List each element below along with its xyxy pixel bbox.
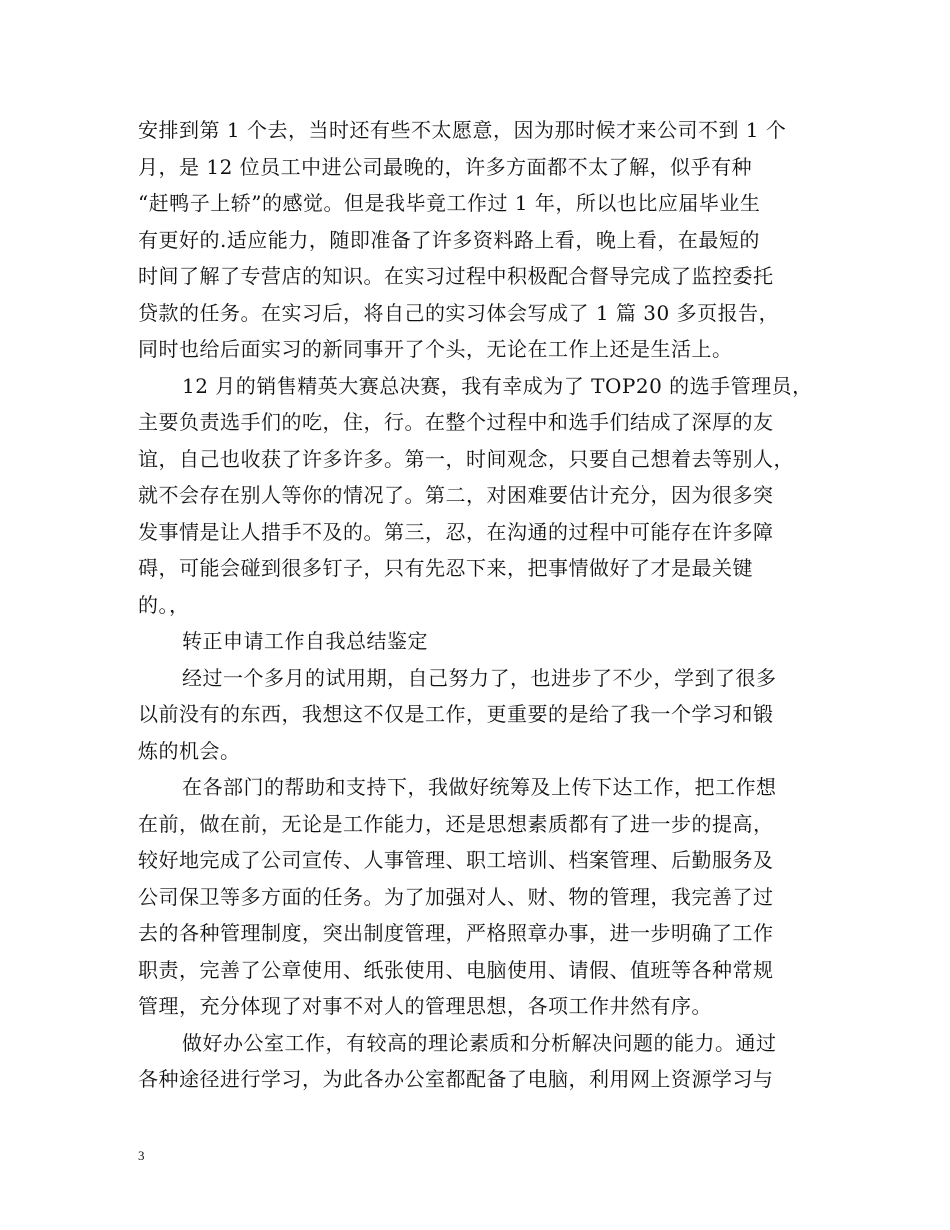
page-number: 3 (138, 1148, 145, 1163)
text-line: 碍，可能会碰到很多钉子，只有先忍下来，把事情做好了才是最关键 (138, 556, 753, 580)
text-line: 管理，充分体现了对事不对人的管理思想，各项工作井然有序。 (138, 994, 712, 1018)
text-line: 就不会存在别人等你的情况了。第二，对困难要估计充分，因为很多突 (138, 483, 774, 507)
text-line: 谊，自己也收获了许多许多。第一，时间观念，只要自己想着去等别人， (138, 446, 794, 471)
paragraph-start-line: 转正申请工作自我总结鉴定 (182, 629, 428, 653)
text-line: 炼的机会。 (138, 738, 241, 763)
text-line: 去的各种管理制度，突出制度管理，严格照章办事，进一步明确了工作 (138, 921, 774, 945)
text-line: 主要负责选手们的吃，住，行。在整个过程中和选手们结成了深厚的友 (138, 410, 774, 434)
text-line: 职责，完善了公章使用、纸张使用、电脑使用、请假、值班等各种常规 (138, 957, 774, 982)
text-line: 公司保卫等多方面的任务。为了加强对人、财、物的管理，我完善了过 (138, 884, 774, 909)
text-line: 贷款的任务。在实习后，将自己的实习体会写成了 1 篇 30 多页报告， (138, 300, 780, 325)
text-line: “赶鸭子上轿”的感觉。但是我毕竟工作过 1 年，所以也比应届毕业生 (138, 191, 761, 215)
text-line: 发事情是让人措手不及的。第三，忍，在沟通的过程中可能存在许多障 (138, 519, 774, 544)
text-line: 月，是 12 位员工中进公司最晚的，许多方面都不太了解，似乎有种 (138, 154, 753, 179)
text-line: 以前没有的东西，我想这不仅是工作，更重要的是给了我一个学习和锻 (138, 702, 774, 726)
paragraph-start-line: 12 月的销售精英大赛总决赛，我有幸成为了 TOP20 的选手管理员， (182, 373, 813, 398)
paragraph-start-line: 做好办公室工作，有较高的理论素质和分析解决问题的能力。通过 (182, 1030, 777, 1055)
paragraph-start-line: 经过一个多月的试用期，自己努力了，也进步了不少，学到了很多 (182, 665, 777, 690)
text-line: 同时也给后面实习的新同事开了个头，无论在工作上还是生活上。 (138, 337, 733, 361)
text-line: 安排到第 1 个去，当时还有些不太愿意，因为那时候才来公司不到 1 个 (138, 118, 787, 142)
text-line: 时间了解了专营店的知识。在实习过程中积极配合督导完成了监控委托 (138, 264, 774, 288)
text-line: 各种途径进行学习，为此各办公室都配备了电脑，利用网上资源学习与 (138, 1067, 774, 1091)
text-line: 在前，做在前，无论是工作能力，还是思想素质都有了进一步的提高， (138, 811, 774, 836)
text-line: 的。， (138, 592, 190, 617)
text-line: 有更好的.适应能力，随即准备了许多资料路上看，晚上看，在最短的 (138, 227, 760, 252)
document-body (138, 112, 818, 1098)
paragraph-start-line: 在各部门的帮助和支持下，我做好统筹及上传下达工作，把工作想 (182, 775, 777, 799)
text-line: 较好地完成了公司宣传、人事管理、职工培训、档案管理、后勤服务及 (138, 848, 774, 872)
